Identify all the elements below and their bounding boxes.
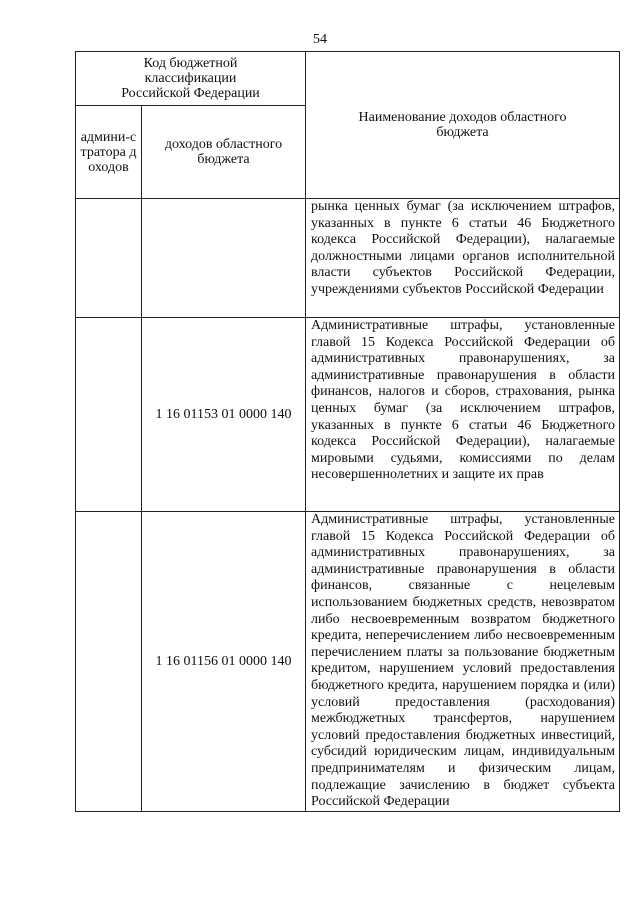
admin-cell bbox=[76, 318, 142, 512]
income-code-cell: 1 16 01156 01 0000 140 bbox=[142, 512, 306, 812]
admin-cell bbox=[76, 512, 142, 812]
table-row bbox=[76, 199, 620, 318]
income-description-text: Административные штрафы, установленные главой 15 Кодекса Российской Федерации об административных правонарушениях, за административные правонарушения в области финансов, связанные с нецелевым использованием бюджетных средств, невозвратом либо несвоевременным возвратом бюджетного кредита, неперечислением либо несвоевременным перечислением платы за пользование бюджетным кредитом, нарушением условий предоставления бюджетного кредита, нарушением порядка и (или) условий предоставления (расходования) межбюджетных трансфертов, нарушением условий предоставления бюджетных инвестиций, субсидий юридическим лицам, индивидуальным предпринимателям и физическим лицам, подлежащие зачислению в бюджет субъекта Российской Федерации bbox=[311, 512, 615, 810]
income-code-cell bbox=[142, 199, 306, 318]
header-budget-code-label: Код бюджетной классификации Российской Федерации bbox=[121, 56, 260, 101]
income-description-cell bbox=[306, 318, 620, 512]
header-budget-code-group bbox=[76, 52, 306, 106]
admin-cell bbox=[76, 199, 142, 318]
header-income-code bbox=[142, 106, 306, 199]
header-income-name bbox=[306, 52, 620, 199]
income-description-cell bbox=[306, 512, 620, 812]
table-row bbox=[76, 512, 620, 812]
budget-classification-table bbox=[75, 51, 620, 812]
income-description-text: Административные штрафы, установленные главой 15 Кодекса Российской Федерации об административных правонарушениях, за административные правонарушения в области финансов, налогов и сборов, страхования, рынка ценных бумаг (за исключением штрафов, указанных в пункте 6 статьи 46 Бюджетного кодекса Российской Федерации), налагаемые мировыми судьями, комиссиями по делам несовершеннолетних и защите их прав bbox=[311, 318, 615, 483]
income-description-text: рынка ценных бумаг (за исключением штрафов, указанных в пункте 6 статьи 46 Бюджетного кодекса Российской Федерации), налагаемые должностными лицами органов исполнительной власти субъектов Российской Федерации, учреждениями субъектов Российской Федерации bbox=[311, 199, 615, 297]
header-administrator bbox=[76, 106, 142, 199]
header-income-code-label: доходов областного бюджета bbox=[164, 137, 283, 167]
income-description-cell bbox=[306, 199, 620, 318]
page-number: 54 bbox=[313, 32, 327, 47]
header-income-name-label: Наименование доходов областного бюджета bbox=[358, 110, 567, 140]
income-code-cell: 1 16 01153 01 0000 140 bbox=[142, 318, 306, 512]
header-administrator-label: админи-стратора доходов bbox=[80, 129, 137, 175]
table-row bbox=[76, 318, 620, 512]
